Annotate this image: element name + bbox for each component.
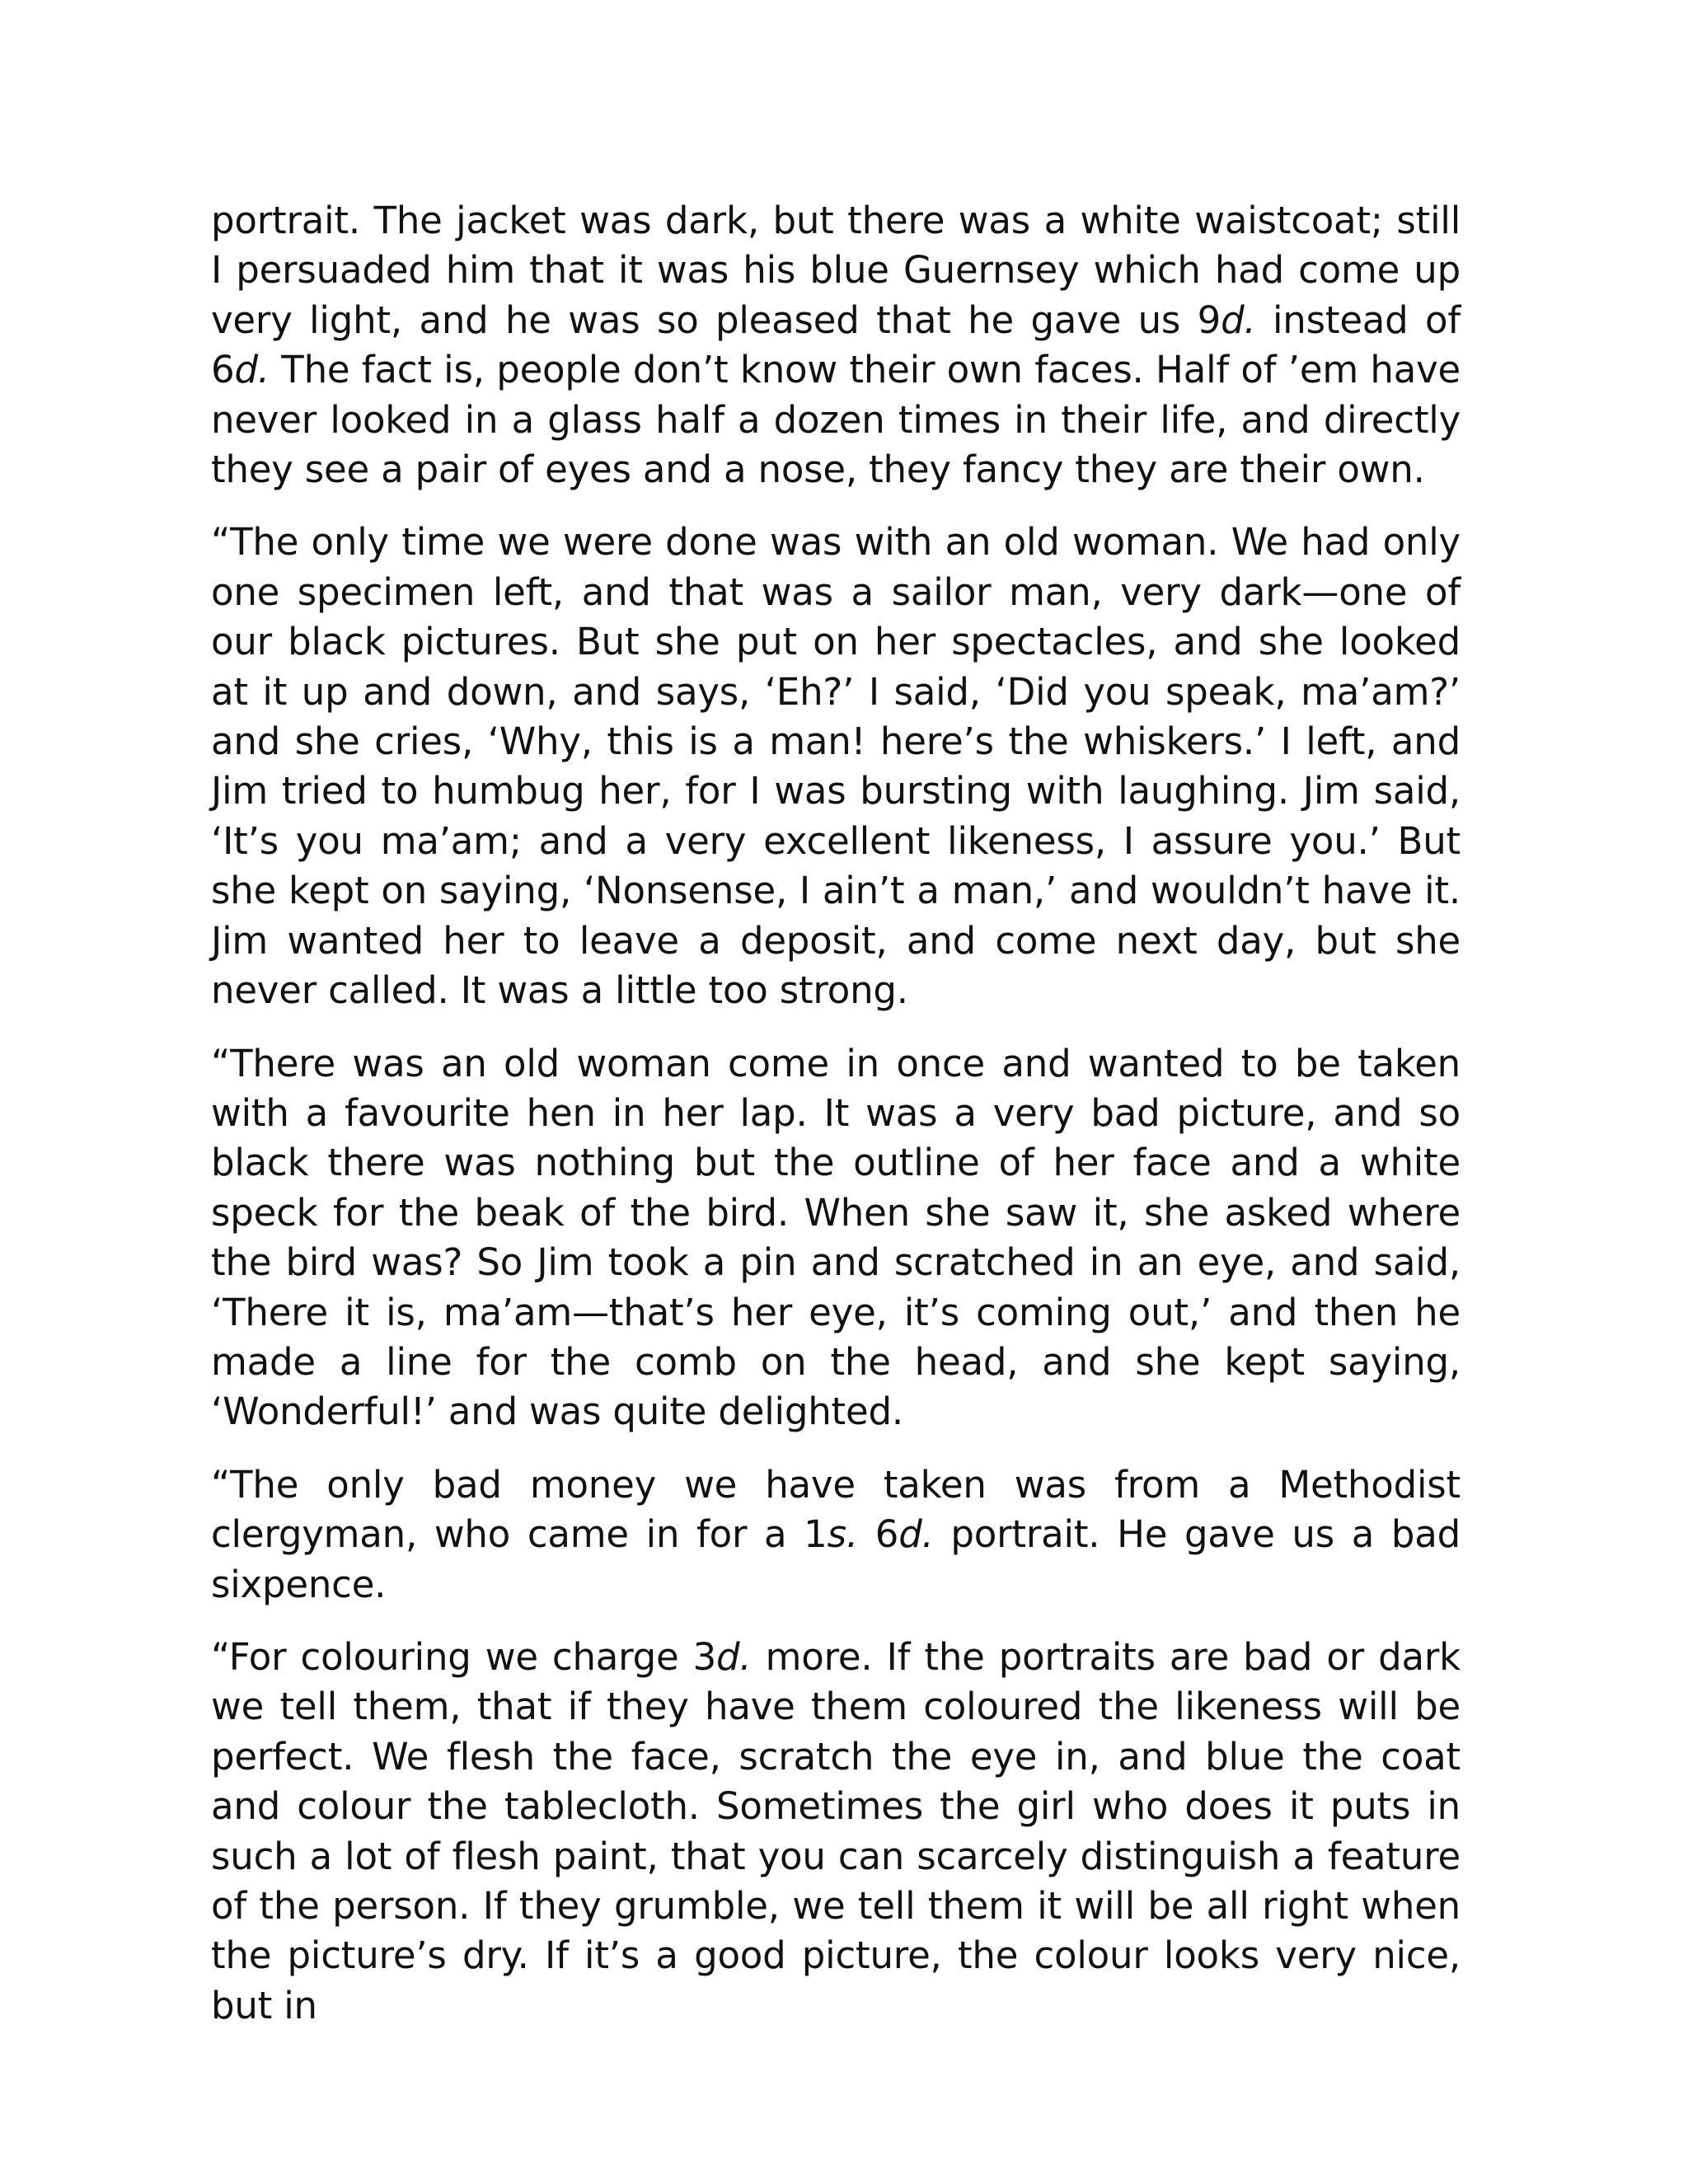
text-run: portrait. The jacket was dark, but there was a white waistcoat; still I persuaded him that it was his blue Guernsey which had come up very light, and he was so pleased that he gave us 9 bbox=[211, 199, 1461, 342]
paragraph bbox=[211, 1460, 1461, 1610]
italic-run: d. bbox=[1221, 298, 1256, 342]
text-run: portrait. He gave us a bad sixpence. bbox=[211, 1512, 1461, 1606]
paragraph bbox=[211, 1633, 1461, 2031]
text-run: “The only time we were done was with an old woman. We had only one specimen left, and that was a sailor man, very dark—one of our black pictures. But she put on her spectacles, and she looked at it up and down, and says, ‘Eh?’ I said, ‘Did you speak, ma’am?’ and she cries, ‘Why, this is a man! here’s the whiskers.’ I left, and Jim tried to humbug her, for I was bursting with laughing. Jim said, ‘It’s you ma’am; and a very excellent likeness, I assure you.’ But she kept on saying, ‘Nonsense, I ain’t a man,’ and wouldn’t have it. Jim wanted her to leave a deposit, and come next day, but she never called. It was a little too strong. bbox=[211, 520, 1461, 1013]
italic-run: d. bbox=[898, 1512, 934, 1557]
body-text bbox=[211, 196, 1461, 2054]
text-run: “For colouring we charge 3 bbox=[211, 1634, 717, 1679]
text-run: more. If the portraits are bad or dark we tell them, that if they have them coloured the likeness will be perfect. We flesh the face, scratch the eye in, and blue the coat and colour the tablecloth. Sometimes the girl who does it puts in such a lot of flesh paint, that you can scarcely distinguish a feature of the person. If they grumble, we tell them it will be all right when the picture’s dry. If it’s a good picture, the colour looks very nice, but in bbox=[211, 1634, 1461, 2027]
text-run: 6 bbox=[857, 1512, 899, 1557]
italic-run: d. bbox=[234, 348, 270, 392]
text-run: “The only bad money we have taken was from a Methodist clergyman, who came in for a 1 bbox=[211, 1462, 1461, 1557]
text-run: The fact is, people don’t know their own faces. Half of ’em have never looked in a glass half a dozen times in their life, and directly they see a pair of eyes and a nose, they fancy they are their own. bbox=[211, 348, 1461, 492]
paragraph bbox=[211, 196, 1461, 494]
italic-run: s. bbox=[827, 1512, 858, 1557]
paragraph bbox=[211, 518, 1461, 1015]
text-run: instead of 6 bbox=[211, 298, 1461, 392]
text-run: “There was an old woman come in once and wanted to be taken with a favourite hen in her lap. It was a very bad picture, and so black there was nothing but the outline of her face and a white speck for the beak of the bird. When she saw it, she asked where the bird was? So Jim took a pin and scratched in an eye, and said, ‘There it is, ma’am—that’s her eye, it’s coming out,’ and then he made a line for the comb on the head, and she kept saying, ‘Wonderful!’ and was quite delighted. bbox=[211, 1041, 1461, 1434]
italic-run: d. bbox=[716, 1634, 752, 1679]
paragraph bbox=[211, 1039, 1461, 1437]
